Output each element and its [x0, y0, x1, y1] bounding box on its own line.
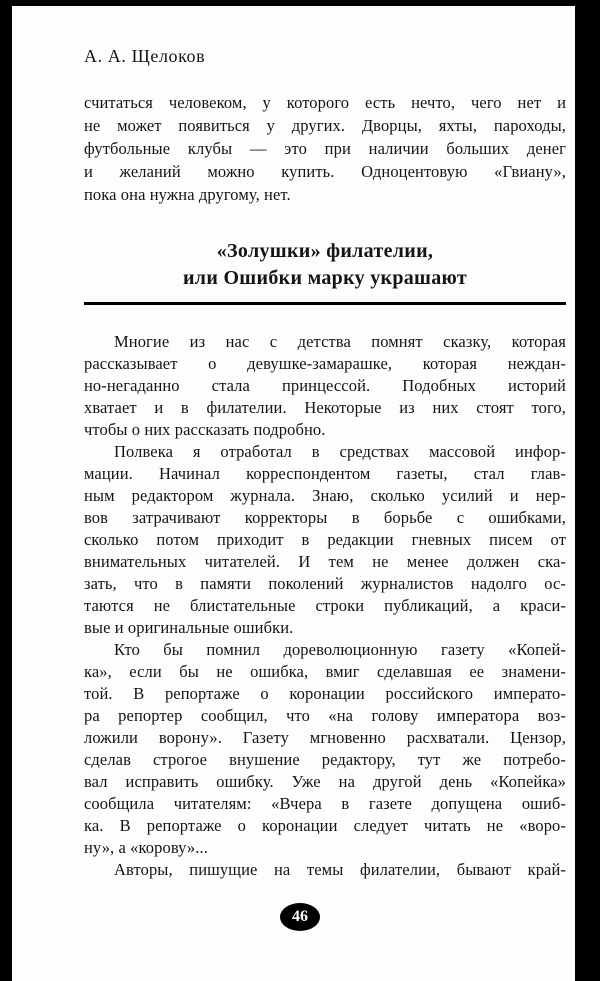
- page-number-badge: [280, 903, 320, 931]
- paragraph-3: Кто бы помнил дореволюционную газету «Копей- ка», если бы не ошибка, вмиг сделавшая ее знамени- той. В репортаже о коронации российского императо- ра репортер сообщил, что «на голову императора воз- ложили ворону». Газету мгновенно расхватали. Цензор, сделав строгое внушение редактору, тут же потребо- вал исправить ошибку. Уже на другой день «Копейка» сообщила читателям: «Вчера в газете допущена ошиб- ка. В репортаже о коронации следует читать не «воро- ну», а «корову»...: [84, 640, 566, 857]
- scan-edge-left: [0, 0, 12, 981]
- body-text: [84, 331, 566, 881]
- section-title-line-2: или Ошибки марку украшают: [182, 267, 467, 289]
- section-title-line-1: «Золушки» филателии,: [216, 240, 434, 262]
- scan-edge-right: [575, 0, 600, 981]
- paragraph-2: Полвека я отработал в средствах массовой инфор- мации. Начинал корреспондентом газеты, стал глав- ным редактором журнала. Знаю, сколько усилий и нер- вов затрачивают корректоры в борьбе с ошибками, сколько потом приходит в редакции гневных писем от внимательных читателей. И тем не менее должен ска- зать, что в памяти поколений журналистов надолго ос- таются не блистательные строки публикаций, а краси- вые и оригинальные ошибки.: [84, 442, 566, 637]
- heading-rule: [84, 302, 566, 305]
- paragraph-intro-continuation: считаться человеком, у которого есть нечто, чего нет и не может появиться у других. Дворцы, яхты, пароходы, футбольные клубы — это при наличии больших денег и желаний можно купить. Одноцентовую «Гвиану», пока она нужна другому, нет.: [84, 93, 566, 204]
- page-number: 46: [292, 908, 308, 925]
- page-content: [84, 0, 566, 881]
- paragraph-4-partial: Авторы, пишущие на темы филателии, бывают край-: [114, 860, 566, 879]
- running-header-author: А. А. Щелоков: [84, 46, 206, 66]
- paragraph-1: Многие из нас с детства помнят сказку, которая рассказывает о девушке-замарашке, которая неждан- но-негаданно стала принцессой. Подобных историй хватает и в филателии. Некоторые из них стоят того, чтобы о них рассказать подробно.: [84, 332, 566, 439]
- section-title: [84, 238, 566, 292]
